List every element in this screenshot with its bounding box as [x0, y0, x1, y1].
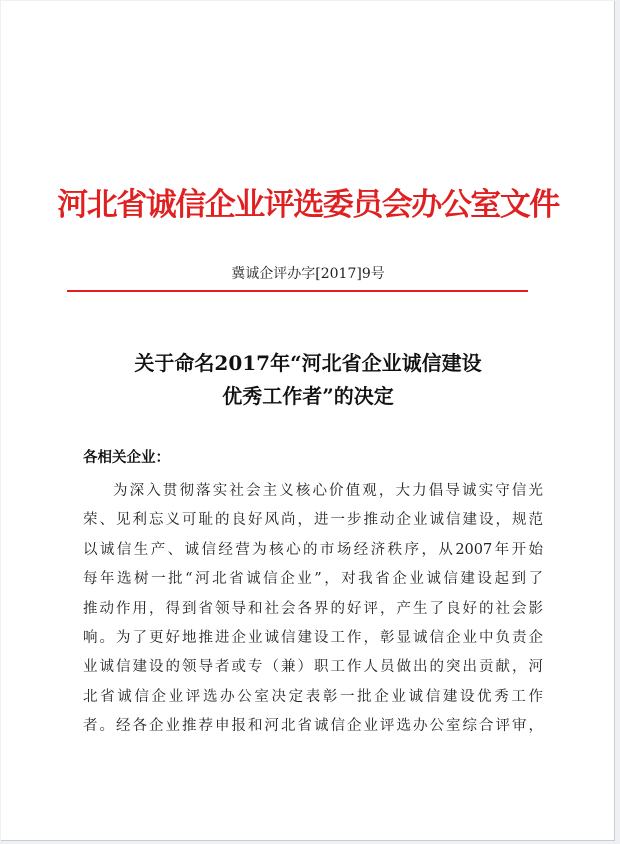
- document-title-line-2: 优秀工作者”的决定: [222, 384, 394, 408]
- document-title-line-1: 关于命名2017年“河北省企业诚信建设: [134, 351, 482, 375]
- issuing-office-header: 河北省诚信企业评选委员会办公室文件: [57, 187, 559, 223]
- salutation: 各相关企业：: [83, 449, 170, 466]
- red-divider-line: [67, 290, 528, 292]
- body-paragraph-line: 以诚信生产、诚信经营为核心的市场经济秩序，从2007年开始: [83, 542, 543, 558]
- body-paragraph-line: 推动作用，得到省领导和社会各界的好评，产生了良好的社会影: [83, 601, 543, 617]
- body-paragraph-line: 为深入贯彻落实社会主义核心价值观，大力倡导诚实守信光: [113, 483, 543, 499]
- body-paragraph-line: 北省诚信企业评选办公室决定表彰一批企业诚信建设优秀工作: [83, 689, 543, 705]
- document-number: 冀诚企评办字[2017]9号: [231, 266, 385, 282]
- body-paragraph-line: 每年选树一批“河北省诚信企业”，对我省企业诚信建设起到了: [83, 571, 543, 587]
- body-paragraph-line: 者。经各企业推荐申报和河北省诚信企业评选办公室综合评审，: [83, 718, 543, 734]
- body-paragraph-line: 响。为了更好地推进企业诚信建设工作，彰显诚信企业中负责企: [83, 630, 543, 646]
- body-paragraph-line: 荣、见利忘义可耻的良好风尚，进一步推动企业诚信建设，规范: [83, 512, 543, 528]
- body-paragraph-line: 业诚信建设的领导者或专（兼）职工作人员做出的突出贡献，河: [83, 659, 543, 675]
- document-page: [1, 1, 615, 841]
